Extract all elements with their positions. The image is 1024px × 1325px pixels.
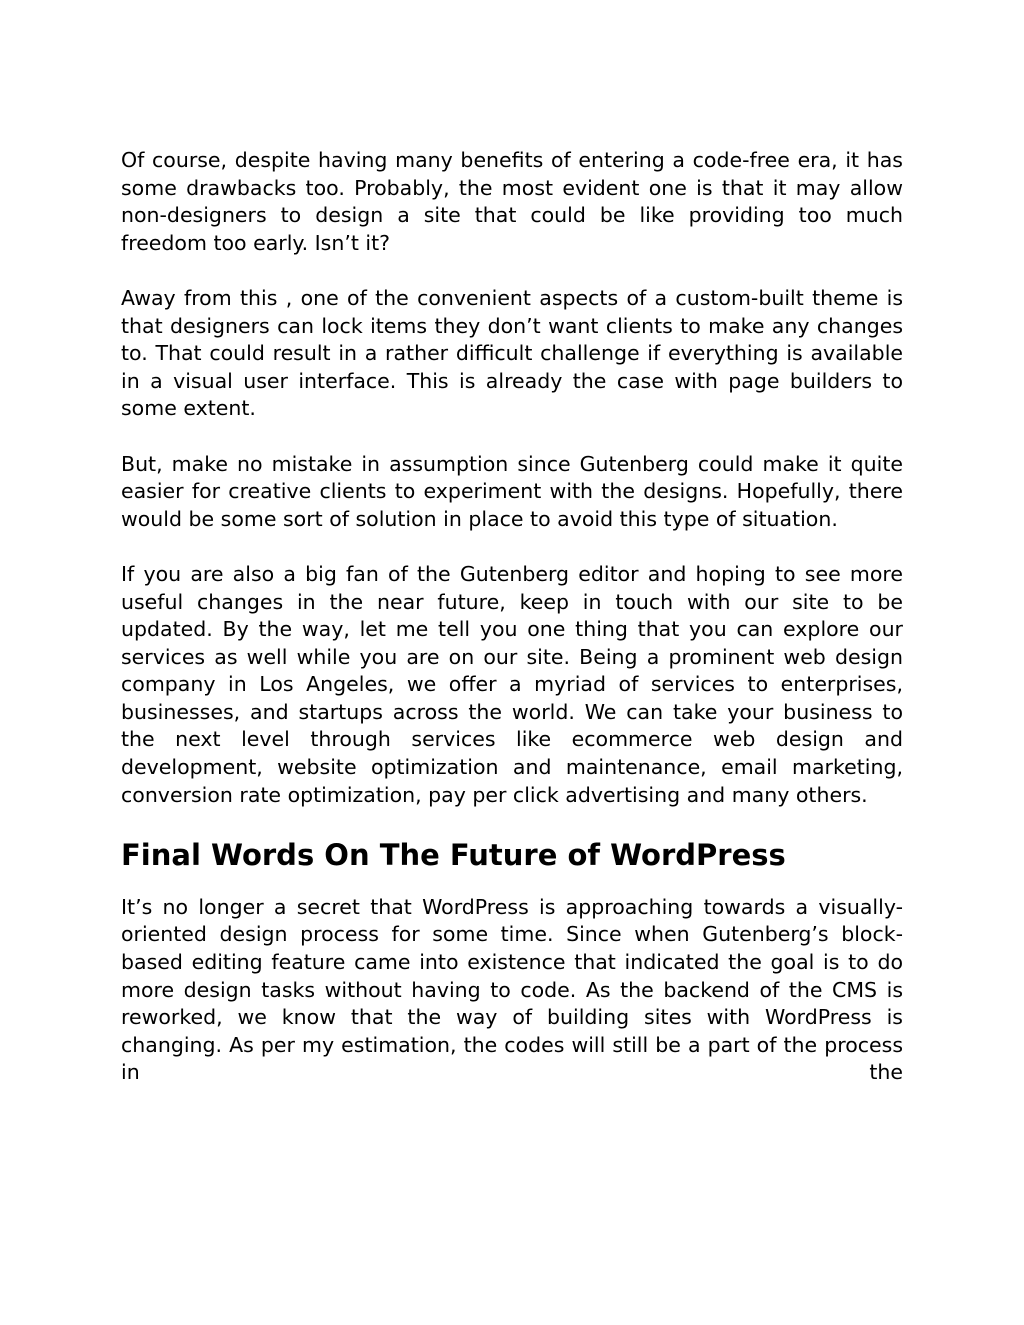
paragraph-services: If you are also a big fan of the Gutenberg editor and hoping to see more useful changes in the near future, keep in touch with our site to be updated. By the way, let me tell you one thing that you can explore our services as well while you are on our site. Being a prominent web design company in Los Angeles, we offer a myriad of services to enterprises, businesses, and startups across the world. We can take your business to the next level through services like ecommerce web design and development, website optimization and maintenance, email marketing, conversion rate optimization, pay per click advertising and many others.	[121, 561, 903, 807]
section-heading: Final Words On The Future of WordPress	[121, 837, 786, 872]
paragraph-custom-theme: Away from this , one of the convenient aspects of a custom-built theme is that designers can lock items they don’t want clients to make any changes to. That could result in a rather difficult challenge if everything is available in a visual user interface. This is already the case with page builders to some extent.	[121, 285, 903, 421]
paragraph-gutenberg-assumption: But, make no mistake in assumption since Gutenberg could make it quite easier for creative clients to experiment with the designs. Hopefully, there would be some sort of solution in place to avoid this type of situation.	[121, 451, 903, 531]
document-page	[121, 147, 903, 1087]
paragraph-drawbacks: Of course, despite having many benefits of entering a code-free era, it has some drawbacks too. Probably, the most evident one is that it may allow non-designers to design a site that could be like providing too much freedom too early. Isn’t it?	[121, 148, 903, 255]
paragraph-final-words: It’s no longer a secret that WordPress is approaching towards a visually-oriented design process for some time. Since when Gutenberg’s block-based editing feature came into existence that indicated the goal is to do more design tasks without having to code. As the backend of the CMS is reworked, we know that the way of building sites with WordPress is changing. As per my estimation, the codes will still be a part of the process in the	[121, 894, 903, 1085]
